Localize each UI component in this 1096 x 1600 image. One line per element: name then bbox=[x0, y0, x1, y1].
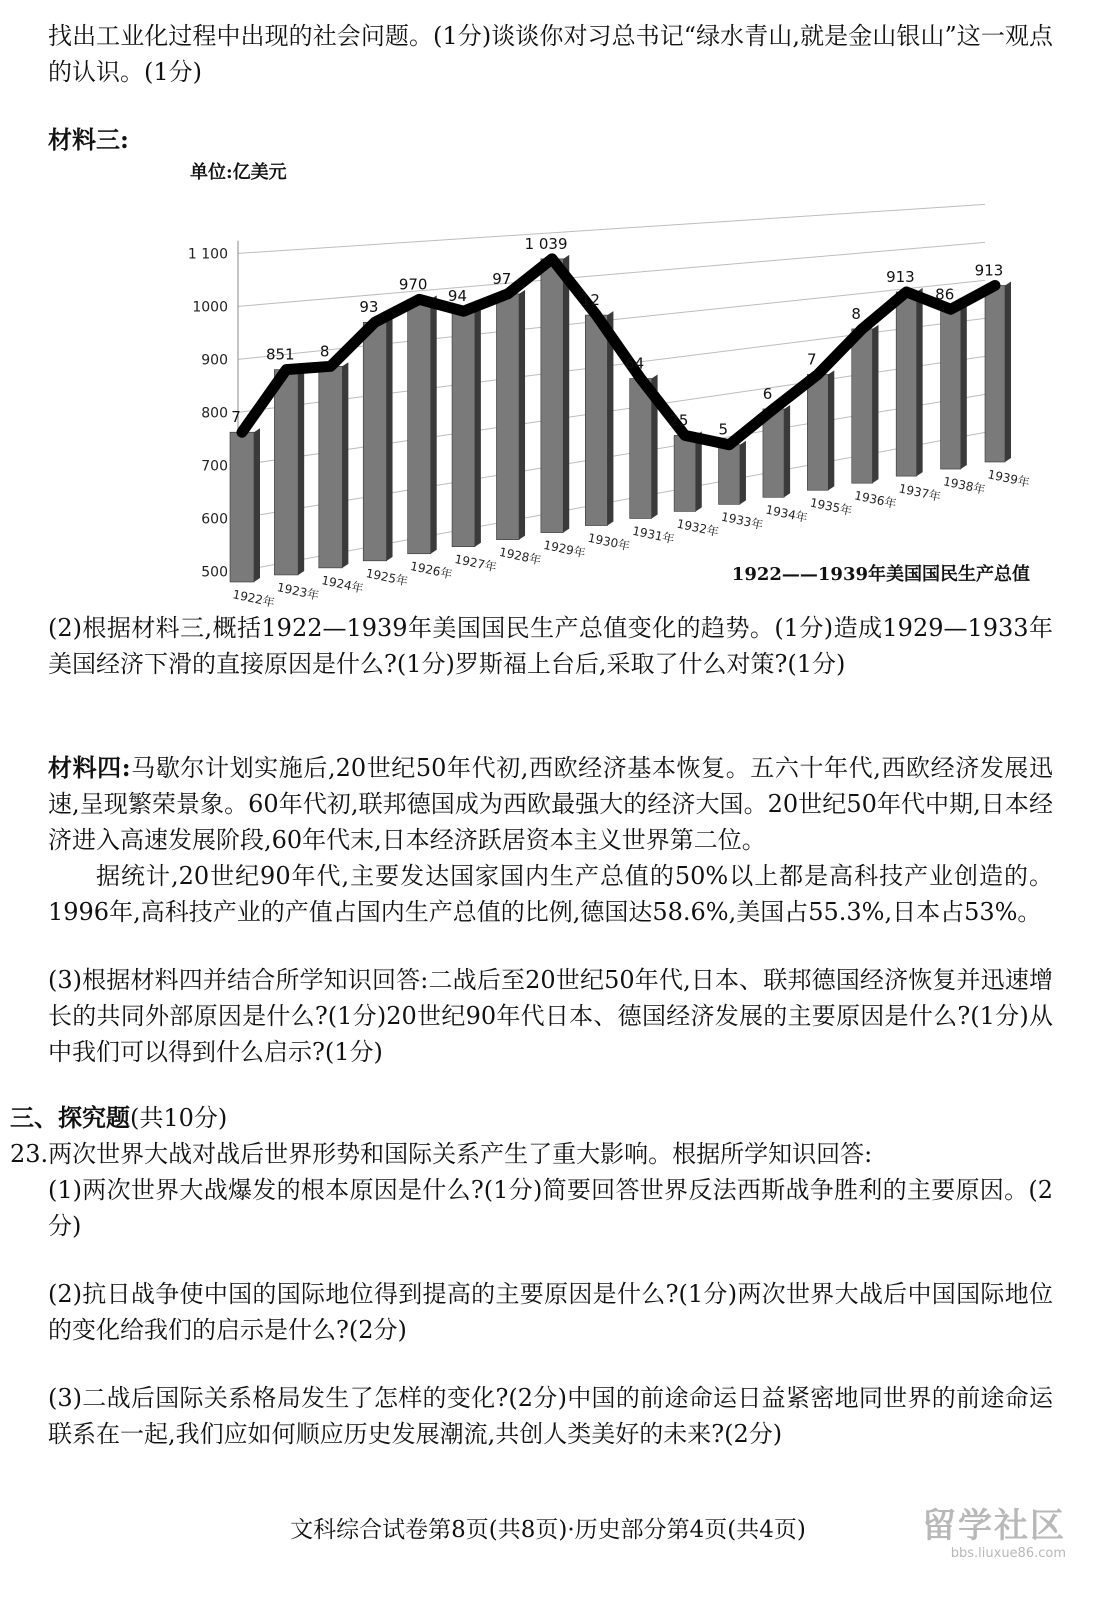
chart-xtick-label: 1931年 bbox=[631, 523, 676, 547]
chart-bar-side bbox=[872, 325, 878, 483]
chart-xtick-label: 1933年 bbox=[719, 509, 765, 533]
chart-xtick-label: 1922年 bbox=[231, 587, 276, 610]
chart-ytick-label: 1000 bbox=[192, 299, 228, 316]
chart-data-label: 12 bbox=[580, 291, 600, 310]
chart-data-label: 93 bbox=[359, 298, 379, 317]
chart-bar bbox=[274, 370, 298, 575]
chart-bar bbox=[719, 445, 740, 505]
chart-data-label: 5 bbox=[718, 420, 729, 439]
chart-bar-side bbox=[784, 405, 790, 497]
chart-data-label: 6 bbox=[762, 384, 773, 403]
question-23-stem: 23.两次世界大战对战后世界形势和国际关系产生了重大影响。根据所学知识回答: bbox=[10, 1140, 873, 1168]
section-3-title: 三、探究题 bbox=[10, 1103, 130, 1132]
chart-ytick-label: 500 bbox=[201, 564, 228, 581]
chart-bar bbox=[585, 315, 607, 525]
watermark-logo: 留学社区 bbox=[922, 1506, 1066, 1546]
chart-bar bbox=[541, 259, 563, 533]
chart-xtick-label: 1934年 bbox=[764, 502, 809, 526]
question-3: (3)根据材料四并结合所学知识回答:二战后至20世纪50年代,日本、联邦德国经济恢复并迅速增长的共同外部原因是什么?(1分)20世纪90年代日本、德国经济发展的主要原因是什么?(1分)从中我们可以得到什么启示?(1分) bbox=[48, 966, 1053, 1066]
chart-xtick-label: 1929年 bbox=[542, 537, 587, 561]
question-23-sub-3: (3)二战后国际关系格局发生了怎样的变化?(2分)中国的前途命运日益紧密地同世界的前途命运联系在一起,我们应如何顺应历史发展潮流,共创人类美好的未来?(2分) bbox=[48, 1384, 1053, 1448]
chart-ytick-label: 1 100 bbox=[187, 246, 228, 263]
chart-bar-side bbox=[254, 428, 260, 582]
chart-data-label: 7 bbox=[231, 408, 241, 427]
chart-xtick-label: 1928年 bbox=[497, 544, 543, 568]
material4-paragraph-1 bbox=[48, 750, 1053, 858]
chart-bar-side bbox=[431, 295, 437, 553]
chart-xtick-label: 1939年 bbox=[986, 467, 1031, 490]
chart-xtick-label: 1923年 bbox=[275, 580, 321, 603]
chart-xtick-label: 1930年 bbox=[586, 530, 632, 554]
chart-bar bbox=[896, 292, 916, 476]
chart-bar bbox=[230, 432, 254, 582]
chart-data-label: 25 bbox=[669, 411, 689, 430]
chart-gridline bbox=[238, 242, 985, 306]
chart-ytick-label: 900 bbox=[201, 352, 228, 369]
gnp-chart bbox=[180, 150, 1060, 610]
chart-bar bbox=[807, 374, 828, 490]
chart-bar-side bbox=[1005, 281, 1011, 462]
chart-xtick-label: 1935年 bbox=[808, 495, 854, 519]
section-3-score: (共10分) bbox=[130, 1104, 228, 1132]
chart-data-label: 94 bbox=[447, 287, 468, 306]
chart-data-label: 913 bbox=[886, 267, 915, 286]
chart-data-label: 7 bbox=[807, 350, 817, 369]
chart-bar bbox=[852, 329, 873, 483]
chart-xtick-label: 1927年 bbox=[453, 551, 498, 575]
chart-data-label: 970 bbox=[398, 275, 428, 294]
chart-bar bbox=[985, 285, 1005, 462]
chart-bar-side bbox=[387, 318, 393, 561]
section-3-heading bbox=[10, 1100, 1015, 1136]
material3-label: 材料三: bbox=[48, 125, 129, 154]
chart-xtick-label: 1925年 bbox=[364, 566, 410, 589]
watermark bbox=[922, 1506, 1066, 1562]
chart-xtick-label: 1937年 bbox=[897, 481, 943, 504]
watermark-url: bbs.liuxue86.com bbox=[950, 1546, 1066, 1561]
chart-data-label: 8 bbox=[319, 342, 330, 361]
material4-paragraph-2: 据统计,20世纪90年代,主要发达国家国内生产总值的50%以上都是高科技产业创造的。1996年,高科技产业的产值占国内生产总值的比例,德国达58.6%,美国占55.3%,日本占53%。 bbox=[48, 862, 1053, 926]
chart-caption: 1922——1939年美国国民生产总值 bbox=[731, 564, 1030, 585]
chart-xtick-label: 1938年 bbox=[941, 474, 987, 497]
chart-ytick-label: 800 bbox=[201, 405, 228, 422]
chart-bar bbox=[496, 294, 519, 540]
chart-bar bbox=[452, 311, 475, 547]
chart-data-label: 64 bbox=[625, 354, 645, 373]
chart-data-label: 97 bbox=[492, 269, 512, 288]
chart-bar-side bbox=[740, 441, 746, 505]
chart-data-label: 913 bbox=[974, 261, 1004, 280]
chart-bar bbox=[674, 435, 696, 511]
question-23-sub-2: (2)抗日战争使中国的国际地位得到提高的主要原因是什么?(1分)两次世界大战后中国国际地位的变化给我们的启示是什么?(2分) bbox=[48, 1280, 1053, 1344]
chart-bar-side bbox=[475, 307, 481, 547]
chart-bar-side bbox=[917, 288, 923, 476]
chart-bar-side bbox=[342, 362, 348, 568]
material4-text-1: 马歇尔计划实施后,20世纪50年代初,西欧经济基本恢复。五六十年代,西欧经济发展迅速,呈现繁荣景象。60年代初,联邦德国成为西欧最强大的经济大国。20世纪50年代中期,日本经济进入高速发展阶段,60年代末,日本经济跃居资本主义世界第二位。 bbox=[48, 754, 1054, 854]
chart-bar-side bbox=[298, 366, 304, 575]
chart-bar bbox=[941, 309, 961, 469]
material4-label: 材料四: bbox=[48, 753, 131, 782]
page-footer: 文科综合试卷第8页(共8页)·历史部分第4页(共4页) bbox=[290, 1517, 806, 1543]
question-23-sub-1: (1)两次世界大战爆发的根本原因是什么?(1分)简要回答世界反法西斯战争胜利的主要原因。(2分) bbox=[48, 1176, 1053, 1240]
chart-xtick-label: 1932年 bbox=[675, 516, 721, 540]
chart-ytick-label: 600 bbox=[201, 511, 228, 528]
chart-data-label: 1 039 bbox=[524, 234, 568, 253]
chart-unit-label: 单位:亿美元 bbox=[190, 162, 287, 183]
chart-bar bbox=[319, 366, 343, 568]
gnp-bar-chart-svg bbox=[180, 150, 1060, 610]
chart-bar-side bbox=[563, 255, 569, 533]
chart-bar-side bbox=[519, 290, 525, 540]
chart-bar-side bbox=[961, 305, 967, 469]
chart-data-label: 8 bbox=[851, 304, 861, 323]
intro-question: 找出工业化过程中出现的社会问题。(1分)谈谈你对习总书记“绿水青山,就是金山银山”这一观点的认识。(1分) bbox=[48, 22, 1053, 86]
chart-bar-side bbox=[828, 370, 834, 490]
chart-bar bbox=[363, 322, 386, 561]
chart-data-label: 86 bbox=[935, 285, 955, 304]
chart-bar bbox=[763, 409, 784, 497]
chart-xtick-label: 1926年 bbox=[409, 559, 454, 582]
chart-xtick-label: 1936年 bbox=[853, 488, 898, 511]
chart-bar bbox=[630, 379, 652, 519]
question-2: (2)根据材料三,概括1922—1939年美国国民生产总值变化的趋势。(1分)造成1929—1933年美国经济下滑的直接原因是什么?(1分)罗斯福上台后,采取了什么对策?(1分) bbox=[48, 614, 1053, 678]
chart-xtick-label: 1924年 bbox=[320, 573, 365, 596]
chart-ytick-label: 700 bbox=[201, 458, 228, 475]
chart-gridline bbox=[238, 204, 985, 253]
chart-bar bbox=[408, 299, 431, 553]
chart-trend-line bbox=[242, 259, 995, 445]
chart-data-label: 851 bbox=[265, 345, 295, 364]
